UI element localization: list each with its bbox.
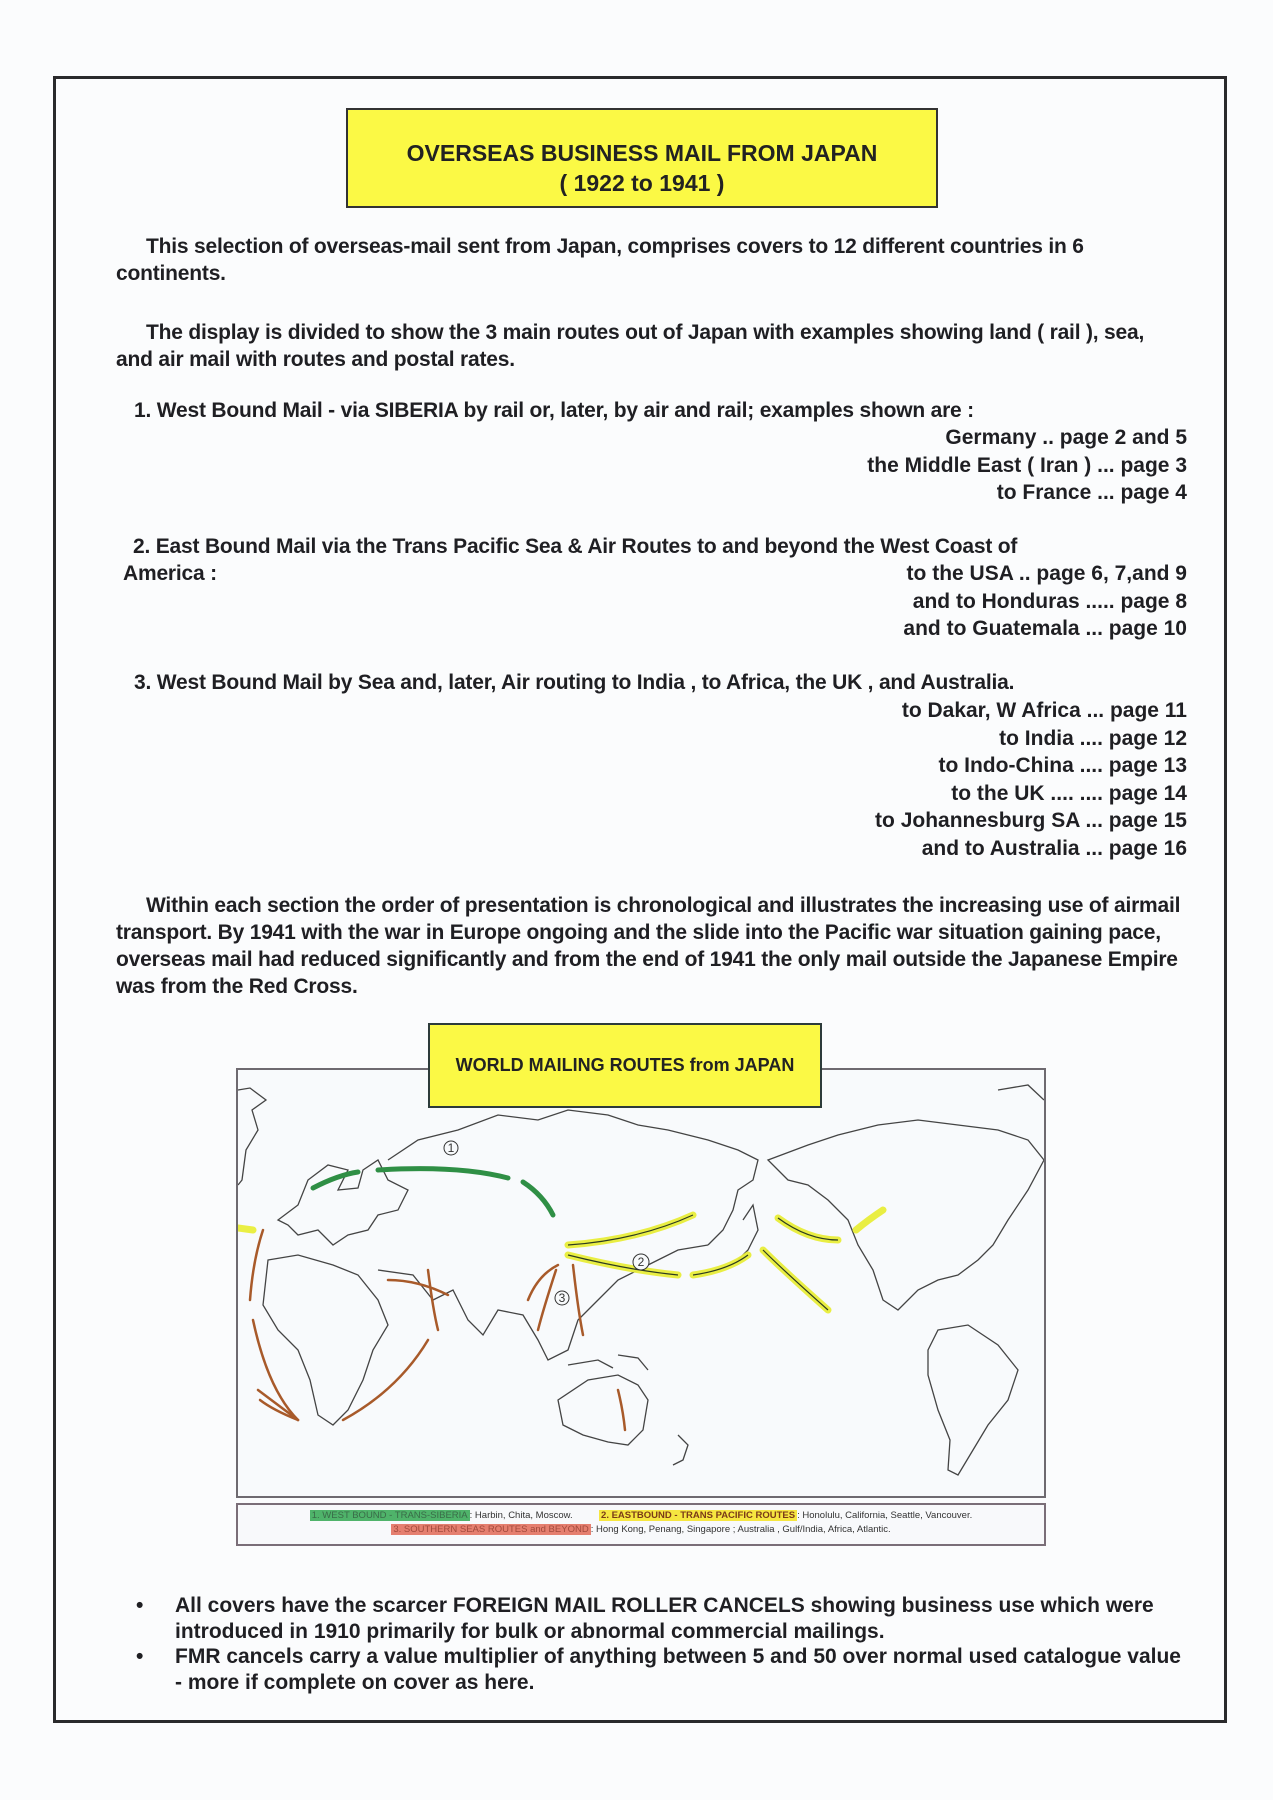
- section-3-item: to Dakar, W Africa ... page 11: [901, 699, 1187, 722]
- section-1-item: Germany .. page 2 and 5: [945, 426, 1187, 449]
- map-title-box: [428, 1023, 822, 1108]
- legend-southern-text: : Hong Kong, Penang, Singapore ; Australia , Gulf/India, Africa, Atlantic.: [590, 1524, 891, 1535]
- page-title-box: [346, 108, 938, 208]
- section-2-item: and to Guatemala ... page 10: [903, 617, 1187, 640]
- legend-west-bound-label: 1. WEST BOUND - TRANS-SIBERIA: [311, 1510, 468, 1521]
- svg-text:1: 1: [447, 1141, 455, 1155]
- continent-outlines-icon: [238, 1085, 1044, 1475]
- section-3-item: and to Australia ... page 16: [921, 836, 1187, 860]
- map-legend: [236, 1503, 1046, 1546]
- section-3-item: to Johannesburg SA ... page 15: [875, 809, 1187, 832]
- map-title: WORLD MAILING ROUTES from JAPAN: [455, 1055, 795, 1075]
- section-3-list: [875, 697, 1187, 862]
- note-item: • All covers have the scarcer FOREIGN MAIL ROLLER CANCELS showing business use which were introduced in 1910 primarily for bulk or abnormal commercial mailings.: [130, 1593, 1190, 1644]
- legend-east-bound-label: 2. EASTBOUND - TRANS PACIFIC ROUTES: [601, 1510, 796, 1521]
- page-subtitle-dates: ( 1922 to 1941 ): [559, 170, 725, 196]
- intro-paragraph-1: This selection of overseas-mail sent from Japan, comprises covers to 12 different countries in 6 continents.: [116, 235, 1084, 285]
- world-map-illustration: [238, 1070, 1044, 1496]
- section-2-list: [903, 560, 1187, 643]
- section-3-item: to Indo-China .... page 13: [938, 754, 1187, 777]
- route-3-southern-seas: [250, 1230, 625, 1430]
- section-2-heading-cont: America :: [123, 562, 217, 585]
- note-item: • FMR cancels carry a value multiplier of anything between 5 and 50 over normal used catalogue value - more if complete on cover as here.: [130, 1644, 1190, 1695]
- legend-east-bound-text: : Honolulu, California, Seattle, Vancouver.: [797, 1510, 973, 1521]
- section-1-item: to France ... page 4: [996, 481, 1187, 504]
- section-1-item: the Middle East ( Iran ) ... page 3: [867, 453, 1187, 477]
- section-2-item: and to Honduras ..... page 8: [912, 589, 1187, 613]
- section-3-item: to India .... page 12: [999, 726, 1187, 750]
- legend-west-bound-text: : Harbin, Chita, Moscow.: [469, 1510, 573, 1521]
- world-map: [236, 1068, 1046, 1498]
- legend-row-2: [238, 1523, 1044, 1537]
- section-2-heading: 2. East Bound Mail via the Trans Pacific Sea & Air Routes to and beyond the West Coast of: [133, 535, 1018, 558]
- route-1-west-bound: [313, 1169, 553, 1215]
- section-1-list: [867, 424, 1187, 507]
- section-3-item: to the UK .... .... page 14: [951, 781, 1187, 805]
- svg-text:3: 3: [558, 1291, 566, 1305]
- chronology-paragraph: Within each section the order of presentation is chronological and illustrates the increasing use of airmail transport. By 1941 with the war in Europe ongoing and the slide into the Pacific war situation gaining pace, overseas mail had reduced significantly and from the end of 1941 the only mail outside the Japanese Empire was from the Red Cross.: [116, 894, 1181, 998]
- legend-southern-label: 3. SOUTHERN SEAS ROUTES and BEYOND: [393, 1524, 589, 1535]
- section-2-item: to the USA .. page 6, 7,and 9: [906, 562, 1187, 585]
- section-1-heading: 1. West Bound Mail - via SIBERIA by rail or, later, by air and rail; examples shown are :: [134, 399, 974, 422]
- section-3-heading: 3. West Bound Mail by Sea and, later, Air routing to India , to Africa, the UK , and Australia.: [134, 671, 1015, 694]
- svg-text:2: 2: [637, 1255, 645, 1269]
- page-title: OVERSEAS BUSINESS MAIL FROM JAPAN: [406, 140, 878, 166]
- notes-list: [130, 1593, 1190, 1695]
- intro-paragraph-2: The display is divided to show the 3 main routes out of Japan with examples showing land ( rail ), sea, and air mail with routes and postal rates.: [116, 321, 1145, 371]
- legend-row-1: [238, 1509, 1044, 1523]
